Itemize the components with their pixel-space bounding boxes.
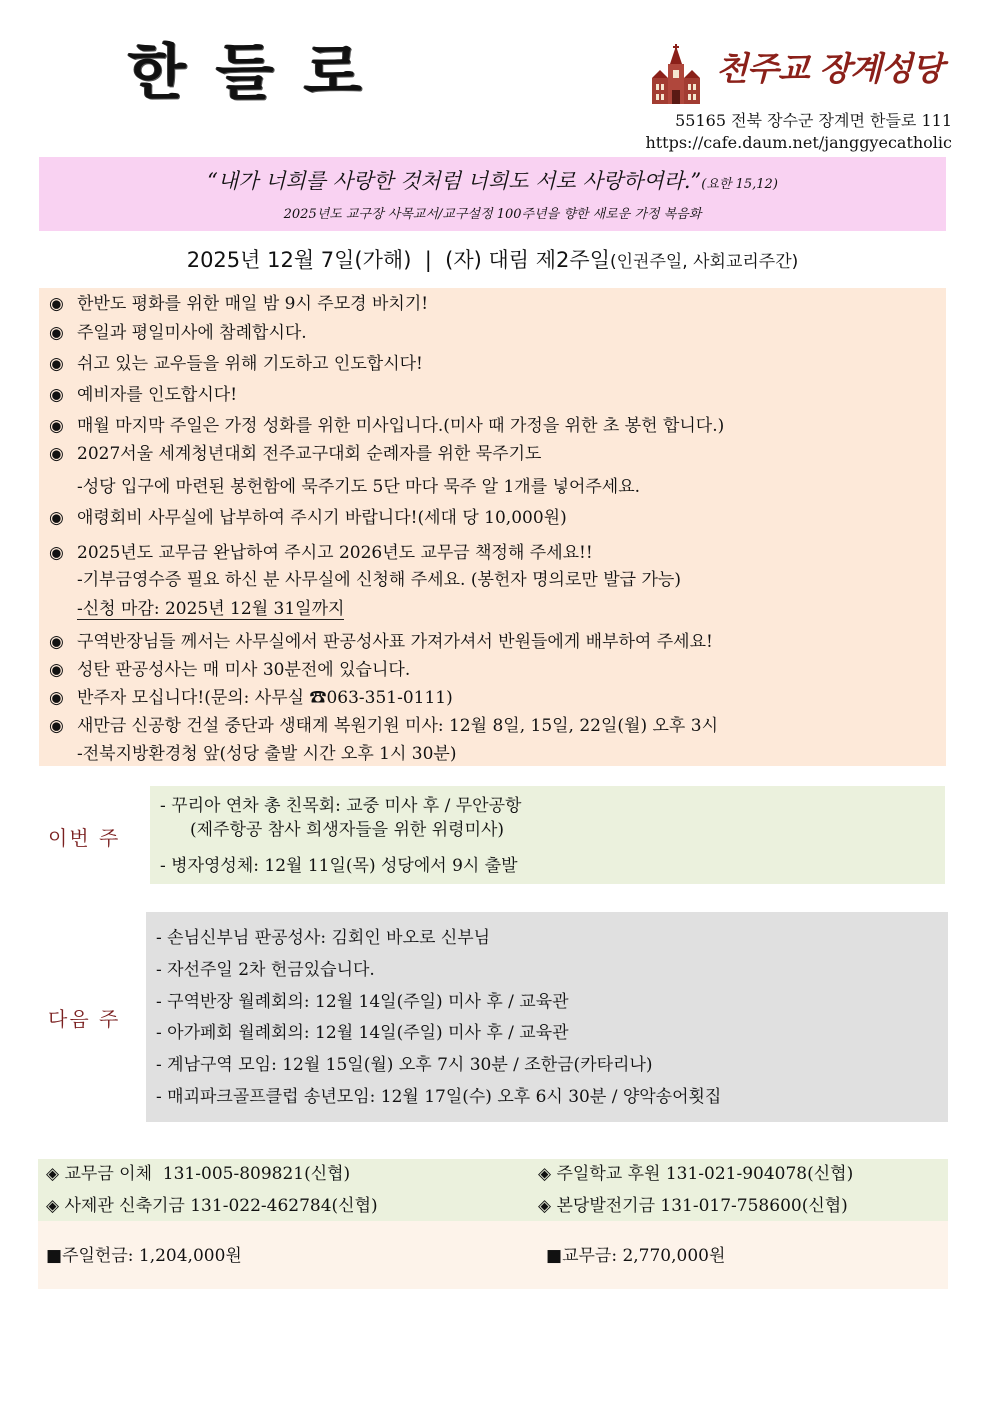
- schedule-item: - 매괴파크골프클럽 송년모임: 12월 17일(수) 오후 6시 30분 / 양악송어횟집: [156, 1087, 722, 1107]
- bullet-icon: ◉: [49, 716, 64, 736]
- next-week-box: [146, 912, 948, 1122]
- notice-item: [49, 541, 593, 565]
- postal-address: 55165 전북 장수군 장계면 한들로 111: [675, 111, 952, 130]
- address-block: [645, 110, 952, 154]
- notice-item: [49, 292, 428, 316]
- bullet-icon: ◉: [49, 444, 64, 464]
- notice-item: [49, 658, 410, 682]
- schedule-item: - 계남구역 모임: 12월 15일(월) 오후 7시 30분 / 조한금(카타리나): [156, 1055, 653, 1075]
- bullet-icon: ◉: [49, 688, 64, 708]
- account-text: 사제관 신축기금 131-022-462784(신협): [64, 1196, 378, 1216]
- notice-text: 애령회비 사무실에 납부하여 주시기 바랍니다!(세대 당 10,000원): [77, 508, 567, 528]
- bullet-icon: ◉: [49, 660, 64, 680]
- schedule-item: - 구역반장 월례회의: 12월 14일(주일) 미사 후 / 교육관: [156, 992, 569, 1012]
- notice-item: [49, 630, 713, 654]
- notice-text: 2025년도 교무금 완납하여 주시고 2026년도 교무금 책정해 주세요!!: [77, 543, 593, 563]
- this-week-box: [150, 786, 945, 884]
- account-item: [46, 1194, 378, 1218]
- bullet-icon: ◉: [49, 632, 64, 652]
- notice-text: 주일과 평일미사에 참례합시다.: [77, 323, 307, 343]
- notice-item: [49, 506, 567, 530]
- account-text: 교무금 이체 131-005-809821(신협): [64, 1164, 351, 1184]
- motto-subtitle: 2025년도 교구장 사목교서/교구설정 100주년을 향한 새로운 가정 복음화: [283, 207, 702, 222]
- notice-text: 예비자를 인도합시다!: [77, 385, 238, 405]
- schedule-item: - 손님신부님 판공성사: 김회인 바오로 신부님: [156, 928, 491, 948]
- bullet-icon: ◉: [49, 385, 64, 405]
- notice-item: [49, 321, 307, 345]
- account-text: 주일학교 후원 131-021-904078(신협): [556, 1164, 854, 1184]
- bullet-icon: ◉: [49, 323, 64, 343]
- notice-item: [49, 352, 423, 376]
- bullet-icon: ◉: [49, 416, 64, 436]
- square-icon: ■: [46, 1246, 63, 1266]
- date-main: 2025년 12월 7일(가해) | (자) 대림 제2주일: [186, 248, 610, 272]
- notice-text: 구역반장님들 께서는 사무실에서 판공성사표 가져가셔서 반원들에게 배부하여 주세요!: [77, 632, 713, 652]
- notice-item: [49, 383, 237, 407]
- date-note: (인권주일, 사회교리주간): [609, 252, 799, 272]
- notice-subtext-deadline: [77, 597, 344, 621]
- notice-item: [49, 714, 718, 738]
- notice-text: 반주자 모십니다!(문의: 사무실 ☎063-351-0111): [77, 688, 453, 708]
- diamond-icon: ◈: [538, 1196, 552, 1216]
- notice-subtext: -전북지방환경청 앞(성당 출발 시간 오후 1시 30분): [77, 744, 457, 764]
- motto-reference: (요한 15,12): [701, 177, 778, 192]
- website-link[interactable]: https://cafe.daum.net/janggyecatholic: [645, 133, 952, 152]
- motto-quote: “내가 너희를 사랑한 것처럼 너희도 서로 사랑하여라.”: [207, 169, 702, 193]
- account-item: [538, 1162, 853, 1186]
- sunday-offering-text: 주일헌금: 1,204,000원: [62, 1246, 242, 1266]
- account-item: [538, 1194, 848, 1218]
- account-text: 본당발전기금 131-017-758600(신협): [556, 1196, 848, 1216]
- bullet-icon: ◉: [49, 508, 64, 528]
- notice-text: 새만금 신공항 건설 중단과 생태계 복원기원 미사: 12월 8일, 15일, 22일(월) 오후 3시: [77, 716, 718, 736]
- notice-text: 2027서울 세계청년대회 전주교구대회 순례자를 위한 묵주기도: [77, 444, 542, 464]
- this-week-label: 이번 주: [48, 826, 121, 850]
- schedule-item-note: (제주항공 참사 희생자들을 위한 위령미사): [190, 820, 505, 840]
- diamond-icon: ◈: [46, 1196, 60, 1216]
- parish-dues-text: 교무금: 2,770,000원: [562, 1246, 726, 1266]
- accounts-section: [38, 1159, 948, 1221]
- notice-subtext: -기부금영수증 필요 하신 분 사무실에 신청해 주세요. (봉헌자 명의로만 발급 가능): [77, 570, 681, 590]
- next-week-label: 다음 주: [48, 1007, 121, 1031]
- notice-subtext: -성당 입구에 마련된 봉헌함에 묵주기도 5단 마다 묵주 알 1개를 넣어주세요.: [77, 477, 641, 497]
- schedule-item: - 병자영성체: 12월 11일(목) 성당에서 9시 출발: [160, 856, 518, 876]
- parish-name-logo: 천주교 장계성당: [716, 49, 943, 88]
- bullet-icon: ◉: [49, 543, 64, 563]
- notice-text: 한반도 평화를 위한 매일 밤 9시 주모경 바치기!: [77, 294, 429, 314]
- totals-section: [38, 1221, 948, 1289]
- notice-text: 쉬고 있는 교우들을 위해 기도하고 인도합시다!: [77, 354, 423, 374]
- parish-dues-total: [546, 1241, 725, 1266]
- sunday-offering-total: [46, 1241, 242, 1266]
- diamond-icon: ◈: [46, 1164, 60, 1184]
- notice-text: 매월 마지막 주일은 가정 성화를 위한 미사입니다.(미사 때 가정을 위한 초 봉헌 합니다.): [77, 416, 725, 436]
- diamond-icon: ◈: [538, 1164, 552, 1184]
- notice-item: [49, 686, 453, 710]
- notices-section: [39, 288, 946, 766]
- schedule-item: - 자선주일 2차 헌금있습니다.: [156, 960, 375, 980]
- bullet-icon: ◉: [49, 354, 64, 374]
- motto-banner: [39, 157, 946, 231]
- notice-text: 성탄 판공성사는 매 미사 30분전에 있습니다.: [77, 660, 411, 680]
- square-icon: ■: [546, 1246, 563, 1266]
- schedule-item: - 꾸리아 연차 총 친목회: 교중 미사 후 / 무안공항: [160, 796, 522, 816]
- deadline-text: -신청 마감: 2025년 12월 31일까지: [77, 599, 345, 619]
- church-logo-icon: [646, 44, 706, 106]
- account-item: [46, 1162, 350, 1186]
- liturgical-date: [39, 244, 946, 274]
- bullet-icon: ◉: [49, 294, 64, 314]
- notice-item: [49, 442, 541, 466]
- schedule-item: - 아가페회 월례회의: 12월 14일(주일) 미사 후 / 교육관: [156, 1023, 569, 1043]
- masthead-title: 한들로: [128, 38, 392, 108]
- motto-quote-line: [39, 165, 946, 195]
- notice-item: [49, 414, 724, 438]
